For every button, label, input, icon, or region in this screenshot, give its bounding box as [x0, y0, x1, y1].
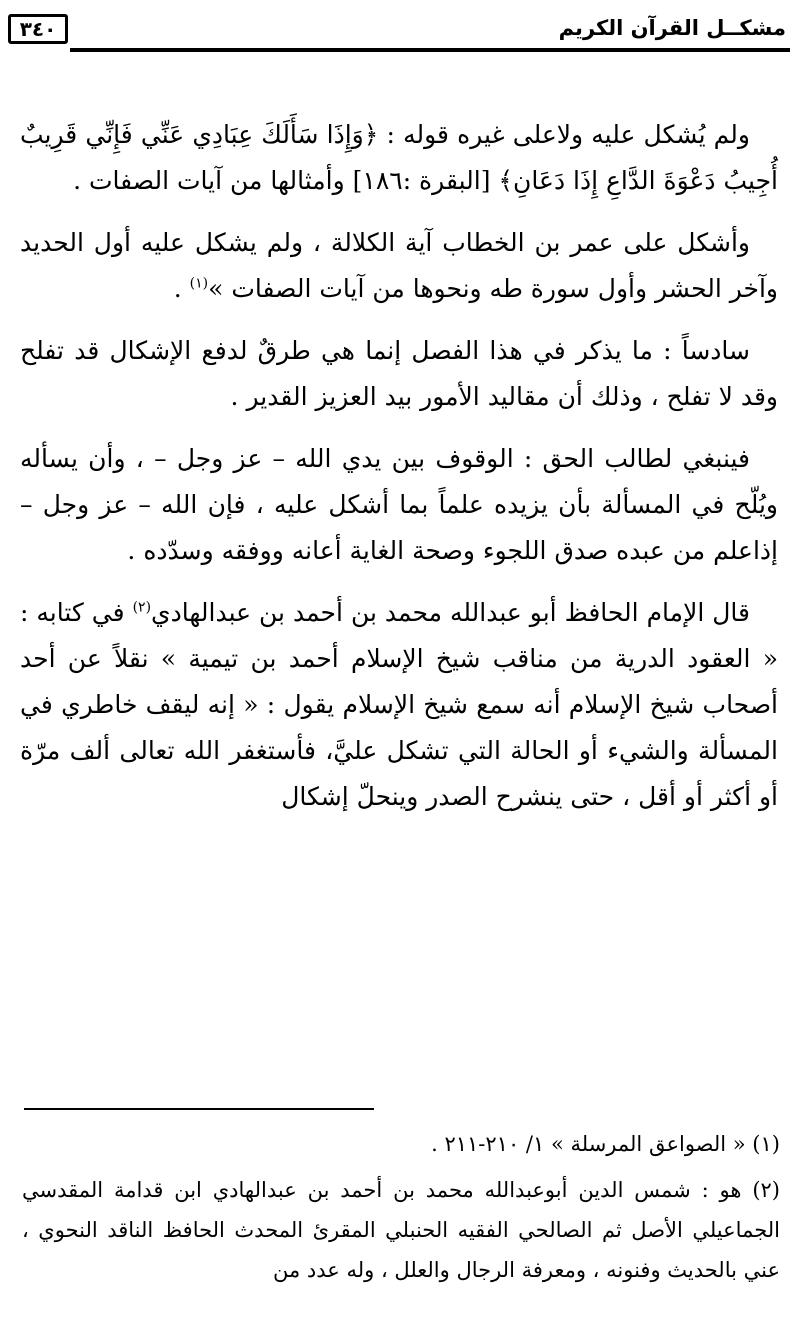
paragraph-5-text: قال الإمام الحافظ أبو عبدالله محمد بن أحمد بن عبدالهادي [151, 598, 750, 627]
paragraph-4-text: فينبغي لطالب الحق : الوقوف بين يدي الله – عز وجل – ، وأن يسأله ويُلّح في المسألة بأن يزيده علماً بما أشكل عليه ، فإن الله – عز وجل – إذاعلم من عبده صدق اللجوء وصحة الغاية أعانه ووفقه وسدّده . [20, 444, 778, 565]
footnotes [22, 1124, 780, 1296]
footnote-ref-1: (١) [189, 275, 209, 292]
paragraph-3-text: سادساً : ما يذكر في هذا الفصل إنما هي طرقٌ لدفع الإشكال قد تفلح وقد لا تفلح ، وذلك أن مقاليد الأمور بيد العزيز القدير . [20, 336, 778, 411]
main-text [20, 112, 778, 836]
page-header [8, 14, 790, 48]
paragraph-5 [20, 590, 778, 820]
footnote-1: (١) « الصواعق المرسلة » ١/ ٢١٠-٢١١ . [431, 1132, 780, 1156]
paragraph-2: وأشكل على عمر بن الخطاب آية الكلالة ، ولم يشكل عليه أول الحديد وآخر الحشر وأول سورة طه ونحوها من آيات الصفات »$^{(١)}$ . [20, 228, 778, 303]
footnote-ref-2: (٢) [132, 599, 152, 616]
footnote-separator [24, 1108, 374, 1110]
running-title: مشكــل القرآن الكريم [558, 16, 786, 40]
footnote-2: (٢) هو : شمس الدين أبوعبدالله محمد بن أحمد بن عبدالهادي ابن قدامة المقدسي الجماعيلي الأصل ثم الصالحي الفقيه الحنبلي المقرئ المحدث الحافظ الناقد النحوي ، عني بالحديث وفنونه ، ومعرفة الرجال والعلل ، وله عدد من [22, 1178, 780, 1282]
paragraph-4 [20, 436, 778, 574]
paragraph-5-continuation: في كتابه : « العقود الدرية من مناقب شيخ الإسلام أحمد بن تيمية » نقلاً عن أحد أصحاب شيخ الإسلام أنه سمع شيخ الإسلام يقول : « إنه ليقف خاطري في المسألة والشيء أو الحالة التي تشكل عليَّ، فأستغفر الله تعالى ألف مرّة أو أكثر أو أقل ، حتى ينشرح الصدر وينحلّ إشكال [20, 598, 778, 811]
paragraph-1-text: ولم يُشكل عليه ولاعلى غيره قوله : ﴿وَإِذَا سَأَلَكَ عِبَادِي عَنِّي فَإِنِّي قَرِيبٌ أُجِيبُ دَعْوَةَ الدَّاعِ إِذَا دَعَانِ﴾ [البقرة :١٨٦] وأمثالها من آيات الصفات . [20, 120, 778, 195]
paragraph-2-text: وأشكل على عمر بن الخطاب آية الكلالة ، ولم يشكل عليه أول الحديد وآخر الحشر وأول سورة طه ونحوها من آيات الصفات » [20, 228, 778, 303]
page-number: ٣٤٠ [8, 14, 68, 44]
paragraph-3 [20, 328, 778, 420]
paragraph-1 [20, 112, 778, 204]
header-rule [70, 48, 790, 52]
